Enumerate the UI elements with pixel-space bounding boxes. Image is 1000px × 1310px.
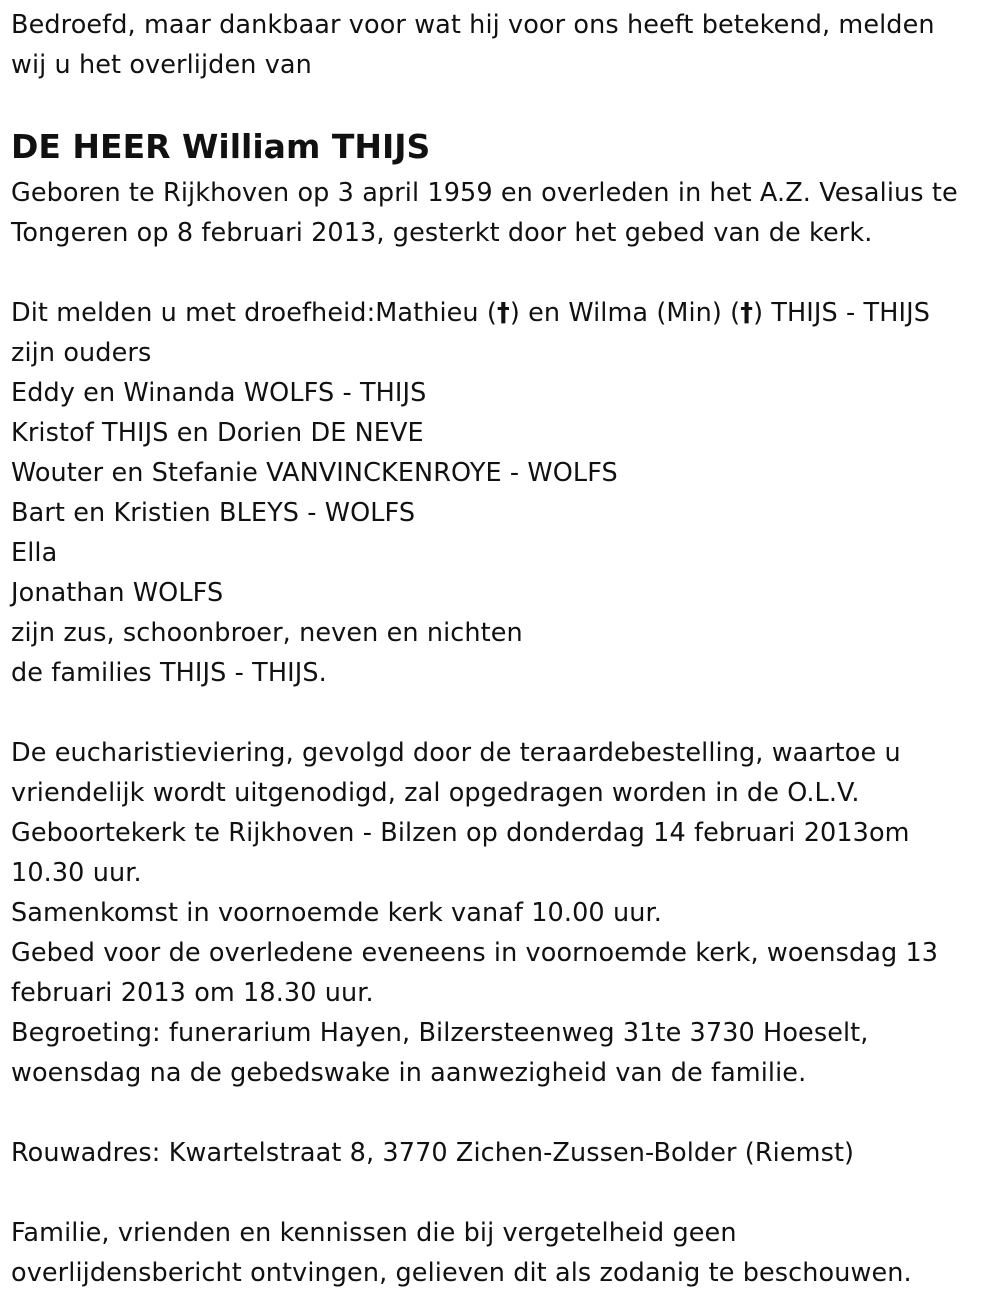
ceremony-line: Geboortekerk te Rijkhoven - Bilzen op donderdag 14 februari 2013om xyxy=(11,818,910,848)
ceremony-line: De eucharistieviering, gevolgd door de teraardebestelling, waartoe u xyxy=(11,738,901,768)
mourner-line: Wouter en Stefanie VANVINCKENROYE - WOLFS xyxy=(11,458,618,488)
mourners-tail-text: ) THIJS - THIJS xyxy=(753,298,931,328)
mourning-address: Rouwadres: Kwartelstraat 8, 3770 Zichen-Zussen-Bolder (Riemst) xyxy=(11,1138,855,1168)
deceased-name: DE HEER William THIJS xyxy=(11,127,431,166)
mourner-line: Jonathan WOLFS xyxy=(11,578,224,608)
ceremony-line: Begroeting: funerarium Hayen, Bilzersteenweg 31te 3730 Hoeselt, xyxy=(11,1018,869,1048)
intro-line: wij u het overlijden van xyxy=(11,50,312,80)
ceremony-line: vriendelijk wordt uitgenodigd, zal opgedragen worden in de O.L.V. xyxy=(11,778,860,808)
ceremony-line: februari 2013 om 18.30 uur. xyxy=(11,978,374,1008)
mourner-line: zijn zus, schoonbroer, neven en nichten xyxy=(11,618,523,648)
closing-line: overlijdensbericht ontvingen, gelieven dit als zodanig te beschouwen. xyxy=(11,1258,912,1288)
mourners-mid-text: ) en Wilma (Min) ( xyxy=(509,298,741,328)
mourner-line: Bart en Kristien BLEYS - WOLFS xyxy=(11,498,416,528)
closing-line: Familie, vrienden en kennissen die bij vergetelheid geen xyxy=(11,1218,737,1248)
birth-death-line: Tongeren op 8 februari 2013, gesterkt door het gebed van de kerk. xyxy=(11,218,873,248)
mourner-line: de families THIJS - THIJS. xyxy=(11,658,327,688)
cross-icon: † xyxy=(496,298,510,328)
mourner-line: Eddy en Winanda WOLFS - THIJS xyxy=(11,378,427,408)
mourners-lead-text: Dit melden u met droefheid:Mathieu ( xyxy=(11,298,497,328)
ceremony-line: woensdag na de gebedswake in aanwezigheid van de familie. xyxy=(11,1058,807,1088)
ceremony-line: Samenkomst in voornoemde kerk vanaf 10.00 uur. xyxy=(11,898,662,928)
ceremony-line: Gebed voor de overledene eveneens in voornoemde kerk, woensdag 13 xyxy=(11,938,939,968)
mourner-line: Kristof THIJS en Dorien DE NEVE xyxy=(11,418,424,448)
mourner-line: zijn ouders xyxy=(11,338,152,368)
ceremony-line: 10.30 uur. xyxy=(11,858,142,888)
cross-icon: † xyxy=(740,298,754,328)
intro-line: Bedroefd, maar dankbaar voor wat hij voor ons heeft betekend, melden xyxy=(11,10,935,40)
birth-death-line: Geboren te Rijkhoven op 3 april 1959 en overleden in het A.Z. Vesalius te xyxy=(11,178,958,208)
mourners-lead-line xyxy=(11,293,930,333)
mourner-line: Ella xyxy=(11,538,58,568)
